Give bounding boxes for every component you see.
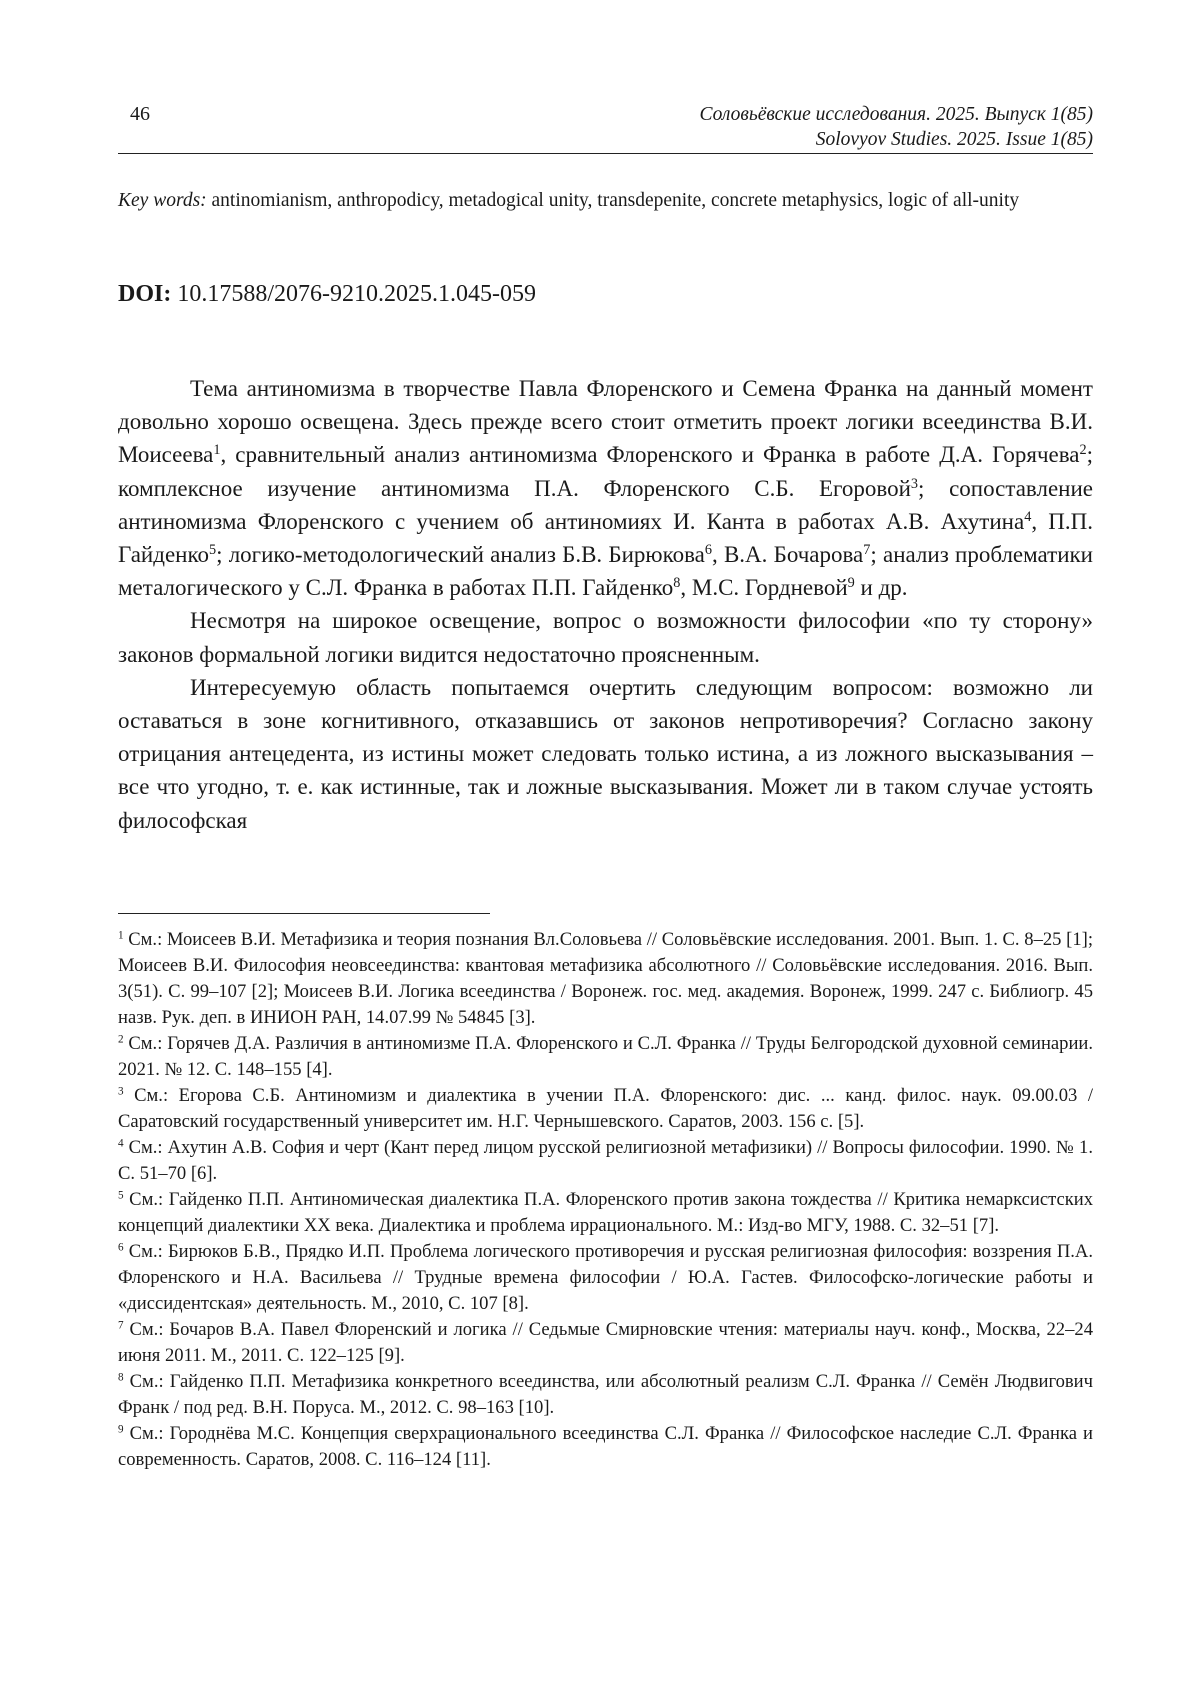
page-header	[118, 97, 1093, 157]
doi	[118, 281, 536, 308]
journal-title-en: Solovyov Studies. 2025. Issue 1(85)	[815, 129, 1093, 150]
page-number: 46	[130, 103, 150, 125]
footnote-text: См.: Моисеев В.И. Метафизика и теория познания Вл.Соловьева // Соловьёвские исследования. 2001. Вып. 1. С. 8–25 [1]; Моисеев В.И. Философия неовсеединства: квантовая метафизика абсолютного // Соловьёвские исследования. 2016. Вып. 3(51). С. 99–107 [2]; Моисеев В.И. Логика всеединства / Воронеж. гос. мед. академия. Воронеж, 1999. 247 с. Библиогр. 45 назв. Рук. деп. в ИНИОН РАН, 14.07.99 № 54845 [3].	[118, 929, 1093, 1028]
footnote-ref[interactable]: 8	[673, 575, 681, 592]
footnote-ref[interactable]: 3	[910, 475, 919, 492]
footnote-number: 5	[118, 1189, 124, 1202]
header-rule	[118, 153, 1093, 154]
footnote-number: 7	[118, 1319, 124, 1332]
footnote	[118, 1187, 1093, 1239]
keywords	[118, 188, 1093, 214]
footnote-ref[interactable]: 7	[863, 542, 871, 559]
keywords-text: antinomianism, anthropodicy, metadogical unity, transdepenite, concrete metaphysics, logic of all-unity	[206, 190, 1020, 211]
footnote	[118, 927, 1093, 1031]
footnote-ref[interactable]: 4	[1024, 508, 1032, 525]
footnotes	[118, 927, 1093, 1473]
footnote	[118, 1135, 1093, 1187]
journal-title-ru: Соловьёвские исследования. 2025. Выпуск 1(85)	[699, 104, 1093, 125]
footnote-ref[interactable]: 1	[213, 442, 221, 459]
footnote-ref[interactable]: 9	[847, 575, 855, 592]
footnote-number: 8	[118, 1371, 124, 1384]
paragraph: Тема антиномизма в творчестве Павла Флоренского и Семена Франка на данный момент довольно хорошо освещена. Здесь прежде всего стоит отметить проект логики всеединства В.И. Моисеева$^1$, сравнительный анализ антиномизма Флоренского и Франка в работе Д.А. Горячева$^2$; комплексное изучение антиномизма П.А. Флоренского С.Б. Егоровой$^3$; сопоставление антиномизма Флоренского с учением об антиномиях И. Канта в работах А.В. Ахутина$^4$, П.П. Гайденко$^5$; логико-методологический анализ Б.В. Бирюкова$^6$, В.А. Бочарова$^7$; анализ проблематики металогического у С.Л. Франка в работах П.П. Гайденко$^8$, М.С. Гордневой$^9$ и др.	[118, 376, 1093, 601]
footnote	[118, 1239, 1093, 1317]
footnote-ref[interactable]: 6	[704, 542, 712, 559]
doi-label: DOI:	[118, 281, 172, 307]
footnote-number: 6	[118, 1241, 124, 1254]
paragraph: Интересуемую область попытаемся очертить следующим вопросом: возможно ли оставаться в зоне когнитивного, отказавшись от законов непротиворечия? Согласно закону отрицания антецедента, из истины может следовать только истина, а из ложного высказывания – все что угодно, т. е. как истинные, так и ложные высказывания. Может ли в таком случае устоять философская	[118, 674, 1093, 833]
footnote-number: 4	[118, 1137, 124, 1150]
footnote-text: См.: Гайденко П.П. Антиномическая диалектика П.А. Флоренского против закона тождества // Критика немарксистских концепций диалектики XX века. Диалектика и проблема иррационального. М.: Изд-во МГУ, 1988. С. 32–51 [7].	[118, 1189, 1093, 1236]
footnote-number: 3	[118, 1085, 124, 1098]
footnote-number: 2	[118, 1033, 124, 1046]
footnote-text: См.: Егорова С.Б. Антиномизм и диалектика в учении П.А. Флоренского: дис. ... канд. филос. наук. 09.00.03 / Саратовский государственный университет им. Н.Г. Чернышевского. Саратов, 2003. 156 с. [5].	[118, 1085, 1093, 1132]
footnote-text: См.: Бирюков Б.В., Прядко И.П. Проблема логического противоречия и русская религиозная философия: воззрения П.А. Флоренского и Н.А. Васильева // Трудные времена философии / Ю.А. Гастев. Философско-логические работы и «диссидентская» деятельность. М., 2010, С. 107 [8].	[118, 1241, 1093, 1314]
paragraph: Несмотря на широкое освещение, вопрос о возможности философии «по ту сторону» законов формальной логики видится недостаточно проясненным.	[118, 608, 1093, 667]
footnote-ref[interactable]: 2	[1079, 442, 1087, 459]
footnote-text: См.: Ахутин А.В. София и черт (Кант перед лицом русской религиозной метафизики) // Вопросы философии. 1990. № 1. С. 51–70 [6].	[118, 1137, 1093, 1184]
doi-value: 10.17588/2076-9210.2025.1.045-059	[171, 281, 536, 307]
footnote-text: См.: Гайденко П.П. Метафизика конкретного всеединства, или абсолютный реализм С.Л. Франка // Семён Людвигович Франк / под ред. В.Н. Поруса. М., 2012. С. 98–163 [10].	[118, 1371, 1093, 1418]
footnote-number: 1	[118, 929, 124, 942]
footnote-text: См.: Бочаров В.А. Павел Флоренский и логика // Седьмые Смирновские чтения: материалы науч. конф., Москва, 22–24 июня 2011. М., 2011. С. 122–125 [9].	[118, 1319, 1093, 1366]
running-head	[700, 102, 1093, 152]
footnote	[118, 1317, 1093, 1369]
footnote	[118, 1369, 1093, 1421]
footnote-text: См.: Городнёва М.С. Концепция сверхрационального всеединства С.Л. Франка // Философское наследие С.Л. Франка и современность. Саратов, 2008. С. 116–124 [11].	[118, 1423, 1093, 1470]
footnote-ref[interactable]: 5	[208, 542, 217, 559]
footnote	[118, 1083, 1093, 1135]
footnote-separator	[118, 913, 490, 914]
footnote-number: 9	[118, 1423, 124, 1436]
footnote	[118, 1031, 1093, 1083]
footnote	[118, 1421, 1093, 1473]
article-body	[118, 372, 1093, 837]
footnote-text: См.: Горячев Д.А. Различия в антиномизме П.А. Флоренского и С.Л. Франка // Труды Белгородской духовной семинарии. 2021. № 12. С. 148–155 [4].	[118, 1033, 1093, 1080]
keywords-label: Key words:	[118, 190, 207, 211]
